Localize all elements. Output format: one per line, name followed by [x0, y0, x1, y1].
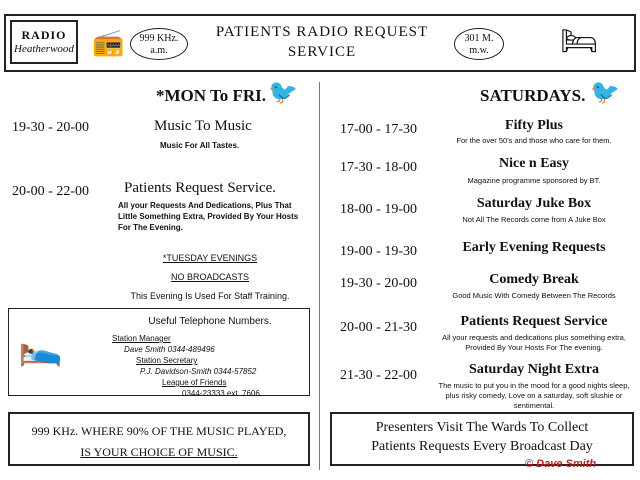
tuesday-notice [110, 252, 310, 303]
sat-slot-2-time: 17-30 - 18-00 [340, 160, 417, 175]
weekday-title: *MON To FRI. [156, 86, 267, 105]
column-divider [319, 82, 320, 470]
frequency-khz-line-1: 999 KHz. [139, 33, 179, 44]
sat-slot-1-time: 17-00 - 17-30 [340, 122, 417, 137]
sat-slot-5-desc: Good Music With Comedy Between The Records [452, 291, 616, 300]
notice-line-3: This Evening Is Used For Staff Training. [130, 291, 290, 301]
hospital-bed-illustration-icon: 🛏 [560, 25, 599, 58]
phone-numbers [112, 316, 308, 399]
weekday-slot-2-desc: All your Requests And Dedications, Plus That Little Something Extra, Provided By Your Hosts For The Evening. [118, 201, 299, 232]
notice-line-1: *TUESDAY EVENINGS [162, 253, 258, 263]
sat-slot-3-show: Saturday Juke Box [476, 196, 592, 211]
manager-label: Station Manager [112, 334, 171, 343]
sat-slot-5-show: Comedy Break [489, 272, 579, 287]
secretary-label: Station Secretary [136, 356, 198, 365]
friends-value: 0344-23333 ext. 7606 [182, 389, 260, 398]
title-line-1: PATIENTS RADIO REQUEST [215, 24, 429, 40]
weekday-slot-1-time: 19-30 - 20-00 [12, 120, 89, 135]
secretary-value: P.J. Davidson-Smith 0344-57852 [140, 367, 257, 376]
music-choice-box [8, 412, 310, 466]
notice-line-2: NO BROADCASTS [170, 272, 249, 282]
bird-mascot-right-icon: 🐦 [590, 80, 620, 106]
frequency-khz-badge [130, 28, 188, 60]
sat-slot-4-show: Early Evening Requests [462, 240, 606, 255]
friends-label: League of Friends [162, 378, 227, 387]
weekday-slot-1-show: Music To Music [154, 118, 252, 134]
frequency-m-line-1: 301 M. [464, 33, 494, 44]
patient-in-bed-icon: 🛌 [18, 327, 63, 367]
title-line-2: SERVICE [287, 44, 357, 60]
footer-left-line-1: 999 KHz. WHERE 90% OF THE MUSIC PLAYED, [31, 424, 287, 438]
sat-slot-3-desc: Not All The Records come from A Juke Box [462, 215, 606, 224]
sat-slot-6-show: Patients Request Service [460, 314, 608, 329]
sat-slot-2-desc: Magazine programme sponsored by BT. [467, 176, 601, 185]
footer-left-line-2: IS YOUR CHOICE OF MUSIC. [80, 445, 238, 459]
frequency-m-badge [454, 28, 504, 60]
saturday-title: SATURDAYS. [480, 86, 586, 105]
weekday-slot-2-show: Patients Request Service. [124, 180, 277, 196]
sat-slot-5-time: 19-30 - 20-00 [340, 276, 417, 291]
station-logo [10, 20, 78, 64]
bird-mascot-icon: 🐦 [268, 80, 298, 106]
sat-slot-3-time: 18-00 - 19-00 [340, 202, 417, 217]
footer-right-line-2: Patients Requests Every Broadcast Day [371, 439, 593, 454]
sat-slot-7-show: Saturday Night Extra [469, 362, 599, 377]
copyright-watermark: © Dave Smith [525, 458, 597, 470]
footer-right-line-1: Presenters Visit The Wards To Collect [375, 420, 589, 435]
sat-slot-2-show: Nice n Easy [499, 156, 569, 171]
sat-slot-6-desc: All your requests and dedications plus something extra, Provided By Your Hosts For The evening. [442, 333, 626, 352]
sat-slot-1-show: Fifty Plus [505, 118, 563, 133]
sat-slot-6-time: 20-00 - 21-30 [340, 320, 417, 335]
phone-heading: Useful Telephone Numbers. [148, 316, 272, 327]
sat-slot-1-desc: For the over 50's and those who care for them. [456, 136, 612, 145]
logo-line-1: RADIO [21, 28, 67, 42]
radio-illustration-icon: 📻 [92, 28, 125, 57]
sat-slot-7-time: 21-30 - 22-00 [340, 368, 417, 383]
frequency-m-line-2: m.w. [469, 45, 489, 56]
logo-line-2: Heatherwood [14, 43, 74, 55]
manager-value: Dave Smith 0344-489496 [124, 345, 215, 354]
weekday-slot-2-time: 20-00 - 22-00 [12, 184, 89, 199]
sat-slot-7-desc: The music to put you in the mood for a good nights sleep, plus risky comedy, Love on a saturday, soft slushie or sentimental. [438, 381, 630, 410]
page-title [196, 22, 448, 62]
sat-slot-4-time: 19-00 - 19-30 [340, 244, 417, 259]
weekday-slot-1-desc: Music For All Tastes. [160, 141, 240, 150]
frequency-khz-line-2: a.m. [150, 45, 168, 56]
